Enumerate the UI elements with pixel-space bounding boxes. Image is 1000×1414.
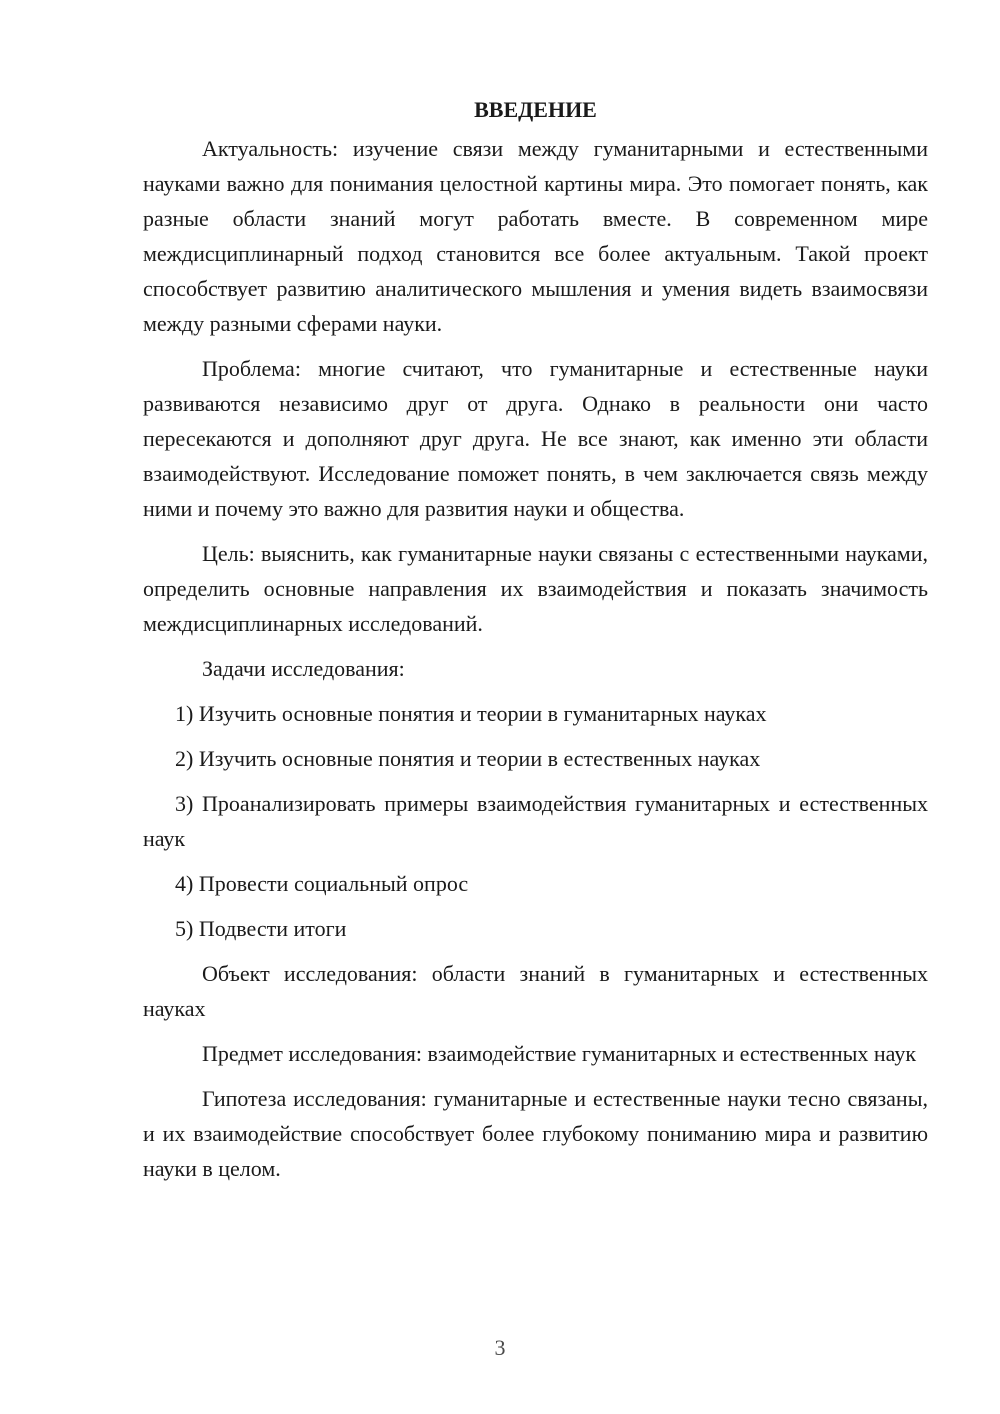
- task-item: 5) Подвести итоги: [175, 916, 347, 941]
- tasks-heading: Задачи исследования:: [202, 656, 405, 681]
- problem-paragraph: Проблема: многие считают, что гуманитарные и естественные науки развиваются независимо друг от друга. Однако в реальности они часто пересекаются и дополняют друг друга. Не все знают, как именно эти области взаимодействуют. Исследование поможет понять, в чем заключается связь между ними и почему это важно для развития науки и общества.: [143, 356, 928, 521]
- page-title: ВВЕДЕНИЕ: [474, 97, 597, 122]
- document-body: [143, 92, 928, 1196]
- hypothesis-paragraph: Гипотеза исследования: гуманитарные и естественные науки тесно связаны, и их взаимодействие способствует более глубокому пониманию мира и развитию науки в целом.: [143, 1086, 928, 1181]
- subject-paragraph: Предмет исследования: взаимодействие гуманитарных и естественных наук: [202, 1041, 917, 1066]
- task-item: 3) Проанализировать примеры взаимодействия гуманитарных и естественных наук: [143, 791, 928, 851]
- task-item: 2) Изучить основные понятия и теории в естественных науках: [175, 746, 761, 771]
- object-paragraph: Объект исследования: области знаний в гуманитарных и естественных науках: [143, 961, 928, 1021]
- task-item: 1) Изучить основные понятия и теории в гуманитарных науках: [175, 701, 767, 726]
- goal-paragraph: Цель: выяснить, как гуманитарные науки связаны с естественными науками, определить основные направления их взаимодействия и показать значимость междисциплинарных исследований.: [143, 541, 928, 636]
- relevance-paragraph: Актуальность: изучение связи между гуманитарными и естественными науками важно для понимания целостной картины мира. Это помогает понять, как разные области знаний могут работать вместе. В современном мире междисциплинарный подход становится все более актуальным. Такой проект способствует развитию аналитического мышления и умения видеть взаимосвязи между разными сферами науки.: [143, 136, 928, 336]
- page-number: 3: [494, 1335, 506, 1360]
- task-item: 4) Провести социальный опрос: [175, 871, 469, 896]
